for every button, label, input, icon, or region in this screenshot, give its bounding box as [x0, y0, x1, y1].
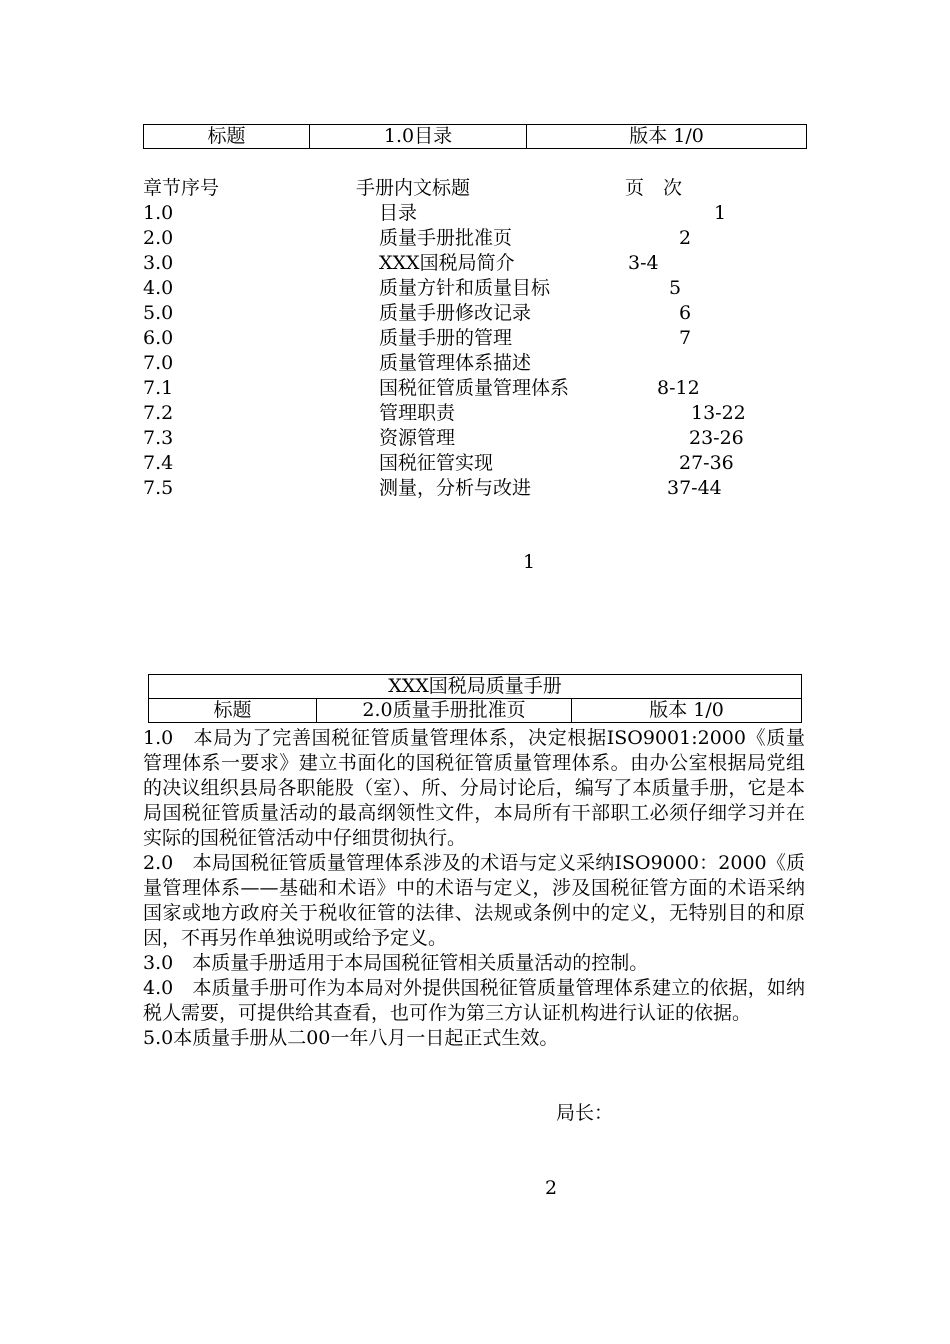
toc-header-section: 章节序号 [143, 177, 220, 199]
toc-title: 资源管理 [379, 427, 456, 449]
toc-page: 8-12 [657, 377, 700, 399]
page1-header-table [143, 124, 807, 149]
toc-page: 3-4 [628, 252, 659, 274]
toc-section-number: 3.0 [143, 252, 174, 274]
header-label-cell: 标题 [144, 125, 310, 149]
toc-header-page: 页 次 [625, 177, 683, 199]
toc-title: XXX国税局简介 [379, 252, 515, 274]
header-version-cell: 版本 1/0 [527, 125, 807, 149]
toc-page: 13-22 [691, 402, 746, 424]
toc-title: 质量方针和质量目标 [379, 277, 551, 299]
toc-title: 管理职责 [379, 402, 456, 424]
toc-page: 2 [679, 227, 692, 249]
toc-page: 1 [714, 202, 727, 224]
toc-title: 质量管理体系描述 [379, 352, 532, 374]
toc-title: 国税征管实现 [379, 452, 494, 474]
toc-section-number: 7.4 [143, 452, 174, 474]
approval-body [143, 726, 805, 1051]
toc-section-number: 7.1 [143, 377, 174, 399]
header-label-cell: 标题 [149, 699, 317, 723]
toc-title: 测量，分析与改进 [379, 477, 532, 499]
toc-title: 目录 [379, 202, 418, 224]
toc-section-number: 6.0 [143, 327, 174, 349]
header-title-cell: 2.0质量手册批准页 [317, 699, 572, 723]
toc-section-number: 7.5 [143, 477, 174, 499]
toc-page: 7 [679, 327, 692, 349]
approval-paragraph: 3.0 本质量手册适用于本局国税征管相关质量活动的控制。 [143, 952, 649, 974]
toc-header-title: 手册内文标题 [356, 177, 471, 199]
toc-section-number: 7.3 [143, 427, 174, 449]
toc-title: 质量手册的管理 [379, 327, 513, 349]
approval-paragraph: 5.0本质量手册从二00一年八月一日起正式生效。 [143, 1027, 559, 1049]
org-title-cell: XXX国税局质量手册 [149, 675, 802, 699]
toc-page: 27-36 [679, 452, 734, 474]
toc-section-number: 2.0 [143, 227, 174, 249]
header-title-cell: 1.0目录 [310, 125, 527, 149]
signature-label: 局长： [556, 1102, 614, 1124]
approval-paragraph: 2.0 本局国税征管质量管理体系涉及的术语与定义采纳ISO9000：2000《质量管理体系——基础和术语》中的术语与定义，涉及国税征管方面的术语采纳国家或地方政府关于税收征管的法律、法规或条例中的定义，无特别目的和原因，不再另作单独说明或给予定义。 [143, 852, 805, 949]
toc-page: 6 [679, 302, 692, 324]
page-number: 2 [545, 1177, 558, 1199]
approval-paragraph: 4.0 本质量手册可作为本局对外提供国税征管质量管理体系建立的依据，如纳税人需要，可提供给其查看，也可作为第三方认证机构进行认证的依据。 [143, 977, 805, 1024]
toc-section-number: 4.0 [143, 277, 174, 299]
toc-section-number: 1.0 [143, 202, 174, 224]
toc-page: 23-26 [689, 427, 744, 449]
header-version-cell: 版本 1/0 [572, 699, 802, 723]
page-number: 1 [523, 551, 536, 573]
toc-title: 国税征管质量管理体系 [379, 377, 570, 399]
toc-section-number: 7.2 [143, 402, 174, 424]
toc-section-number: 5.0 [143, 302, 174, 324]
toc-page: 37-44 [667, 477, 722, 499]
toc-section-number: 7.0 [143, 352, 174, 374]
toc-page: 5 [669, 277, 682, 299]
page2-header-table [148, 674, 802, 723]
approval-paragraph: 1.0 本局为了完善国税征管质量管理体系，决定根据ISO9001:2000《质量管理体系一要求》建立书面化的国税征管质量管理体系。由办公室根据局党组的决议组织县局各职能股（室）、所、分局讨论后，编写了本质量手册，它是本局国税征管质量活动的最高纲领性文件，本局所有干部职工必须仔细学习并在实际的国税征管活动中仔细贯彻执行。 [143, 727, 805, 849]
toc-title: 质量手册批准页 [379, 227, 513, 249]
toc-title: 质量手册修改记录 [379, 302, 532, 324]
